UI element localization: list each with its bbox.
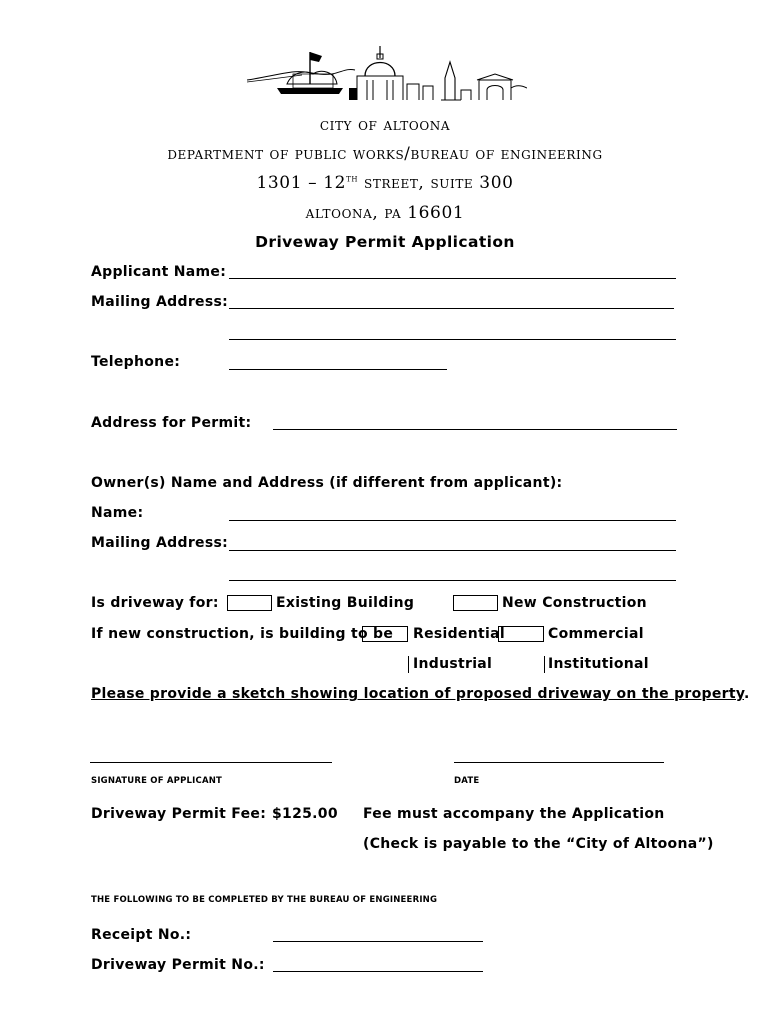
industrial-checkbox[interactable] [408, 656, 409, 673]
new-construction-label: New Construction [502, 595, 647, 611]
bureau-heading: THE FOLLOWING TO BE COMPLETED BY THE BUREAU OF ENGINEERING [91, 895, 438, 905]
driveway-for-label: Is driveway for: [91, 595, 219, 611]
fee-label: Driveway Permit Fee: [91, 806, 267, 822]
residential-label: Residential [413, 626, 505, 642]
owner-name-field[interactable] [229, 520, 676, 521]
applicant-name-field[interactable] [229, 278, 676, 279]
street-address: 1301 – 12th street, suite 300 [256, 173, 514, 193]
date-field[interactable] [454, 762, 664, 763]
address-for-permit-label: Address for Permit: [91, 415, 252, 431]
owner-mailing-address-label: Mailing Address: [91, 535, 228, 551]
fee-note: Fee must accompany the Application [363, 806, 665, 822]
commercial-checkbox[interactable] [498, 626, 544, 642]
form-title: Driveway Permit Application [255, 233, 515, 251]
fee-amount: $125.00 [272, 806, 338, 822]
owner-heading: Owner(s) Name and Address (if different from applicant): [91, 475, 563, 491]
new-construction-checkbox[interactable] [453, 595, 498, 611]
owner-name-label: Name: [91, 505, 144, 521]
institutional-label: Institutional [548, 656, 649, 672]
date-label: DATE [454, 776, 480, 786]
telephone-field[interactable] [229, 369, 447, 370]
owner-mailing-address-field-line1[interactable] [229, 550, 676, 551]
new-construction-type-label: If new construction, is building to be [91, 626, 394, 642]
institutional-checkbox[interactable] [544, 656, 545, 673]
signature-label: SIGNATURE OF APPLICANT [91, 776, 223, 786]
owner-mailing-address-field-line2[interactable] [229, 580, 676, 581]
receipt-label: Receipt No.: [91, 927, 192, 943]
sketch-note: Please provide a sketch showing location of proposed driveway on the property. [91, 686, 750, 702]
permit-number-label: Driveway Permit No.: [91, 957, 265, 973]
applicant-name-label: Applicant Name: [91, 264, 227, 280]
mailing-address-field-line1[interactable] [229, 308, 674, 309]
signature-field[interactable] [90, 762, 332, 763]
mailing-address-label: Mailing Address: [91, 294, 228, 310]
city-name: city of altoona [319, 115, 451, 135]
mailing-address-field-line2[interactable] [229, 339, 676, 340]
industrial-label: Industrial [413, 656, 493, 672]
city-state-zip: altoona, pa 16601 [305, 203, 465, 223]
commercial-label: Commercial [548, 626, 644, 642]
residential-checkbox[interactable] [362, 626, 408, 642]
department-name: department of public works/bureau of engineering [167, 144, 603, 163]
receipt-field[interactable] [273, 941, 483, 942]
permit-number-field[interactable] [273, 971, 483, 972]
existing-building-label: Existing Building [276, 595, 415, 611]
address-for-permit-field[interactable] [273, 429, 677, 430]
city-skyline-logo [247, 44, 527, 102]
check-payable-note: (Check is payable to the “City of Altoona”) [363, 836, 714, 852]
telephone-label: Telephone: [91, 354, 181, 370]
existing-building-checkbox[interactable] [227, 595, 272, 611]
